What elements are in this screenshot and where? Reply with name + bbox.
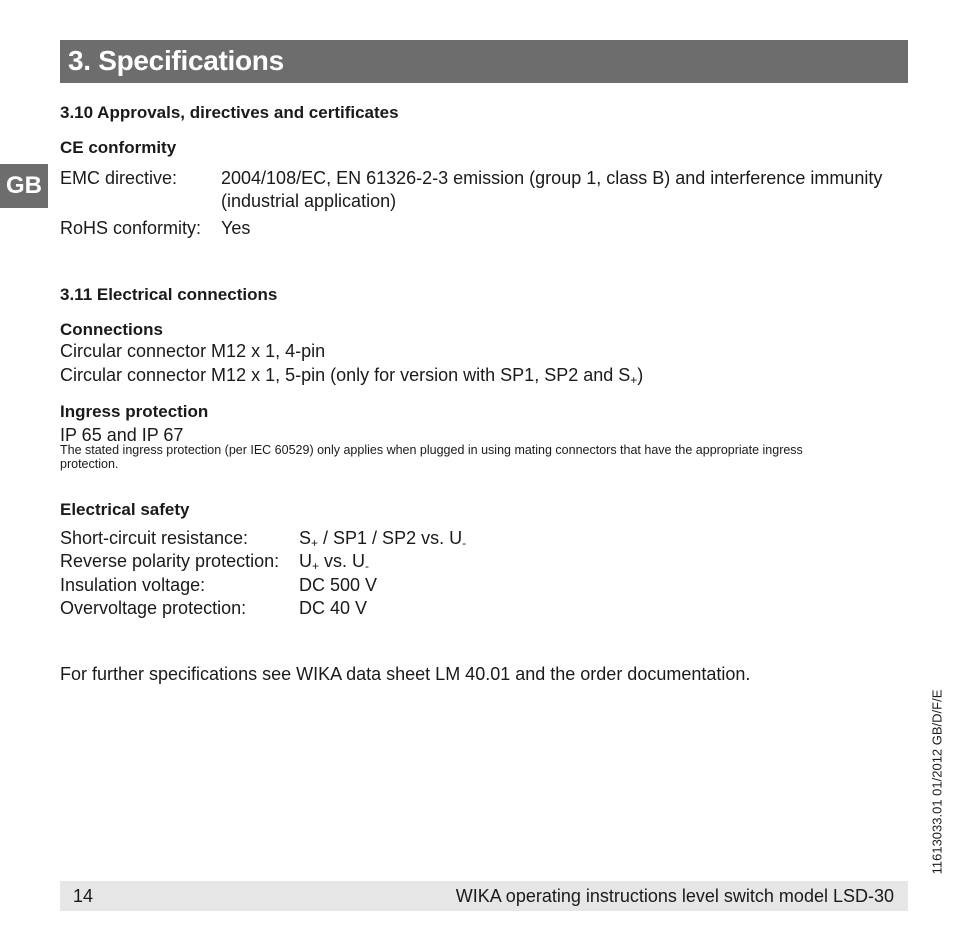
subscript-plus: + — [630, 373, 638, 387]
footer-bar — [60, 881, 908, 911]
connections-heading: Connections — [60, 320, 163, 339]
safety-label: Short-circuit resistance: — [60, 528, 249, 548]
subscript: + — [311, 536, 319, 550]
connection-4pin: Circular connector M12 x 1, 4-pin — [60, 341, 326, 361]
ingress-note-line2: protection. — [60, 457, 119, 471]
page-title: 3. Specifications — [68, 45, 284, 76]
footer-title: WIKA operating instructions level switch model LSD-30 — [455, 886, 894, 906]
rohs-value: Yes — [221, 218, 251, 238]
subscript: - — [365, 559, 370, 573]
safety-value — [299, 551, 369, 573]
emc-directive-value-line2: (industrial application) — [221, 191, 397, 211]
safety-value: DC 500 V — [299, 575, 378, 595]
connection-5pin-close: ) — [637, 365, 644, 385]
safety-label: Insulation voltage: — [60, 575, 206, 595]
emc-directive-label: EMC directive: — [60, 168, 178, 188]
page-number: 14 — [73, 886, 94, 906]
connection-5pin — [60, 365, 643, 387]
section-3-11-heading: 3.11 Electrical connections — [60, 285, 278, 304]
ce-conformity-heading: CE conformity — [60, 138, 177, 157]
value-part: / SP1 / SP2 vs. U — [318, 528, 463, 548]
further-specifications: For further specifications see WIKA data sheet LM 40.01 and the order documentation. — [60, 664, 751, 684]
safety-label: Overvoltage protection: — [60, 598, 247, 618]
ingress-value: IP 65 and IP 67 — [60, 425, 184, 445]
value-part: vs. U — [319, 551, 366, 571]
safety-label: Reverse polarity protection: — [60, 551, 280, 571]
rohs-label: RoHS conformity: — [60, 218, 202, 238]
section-header-bar — [60, 40, 908, 83]
value-part: S — [299, 528, 312, 548]
safety-value: DC 40 V — [299, 598, 368, 618]
safety-value — [299, 528, 466, 550]
subscript: + — [312, 559, 320, 573]
document-number: 11613033.01 01/2012 GB/D/F/E — [929, 689, 945, 875]
value-part: U — [299, 551, 312, 571]
electrical-safety-heading: Electrical safety — [60, 500, 190, 519]
section-3-10-heading: 3.10 Approvals, directives and certificates — [60, 103, 399, 122]
ingress-heading: Ingress protection — [60, 402, 209, 421]
ingress-note-line1: The stated ingress protection (per IEC 60529) only applies when plugged in using mating connectors that have the appropriate ingress — [60, 443, 803, 457]
emc-directive-value-line1: 2004/108/EC, EN 61326-2-3 emission (group 1, class B) and interference immunity — [221, 168, 883, 188]
language-tab: GB — [0, 164, 48, 208]
connection-5pin-text: Circular connector M12 x 1, 5-pin (only for version with SP1, SP2 and S — [60, 365, 631, 385]
subscript: - — [462, 536, 467, 550]
